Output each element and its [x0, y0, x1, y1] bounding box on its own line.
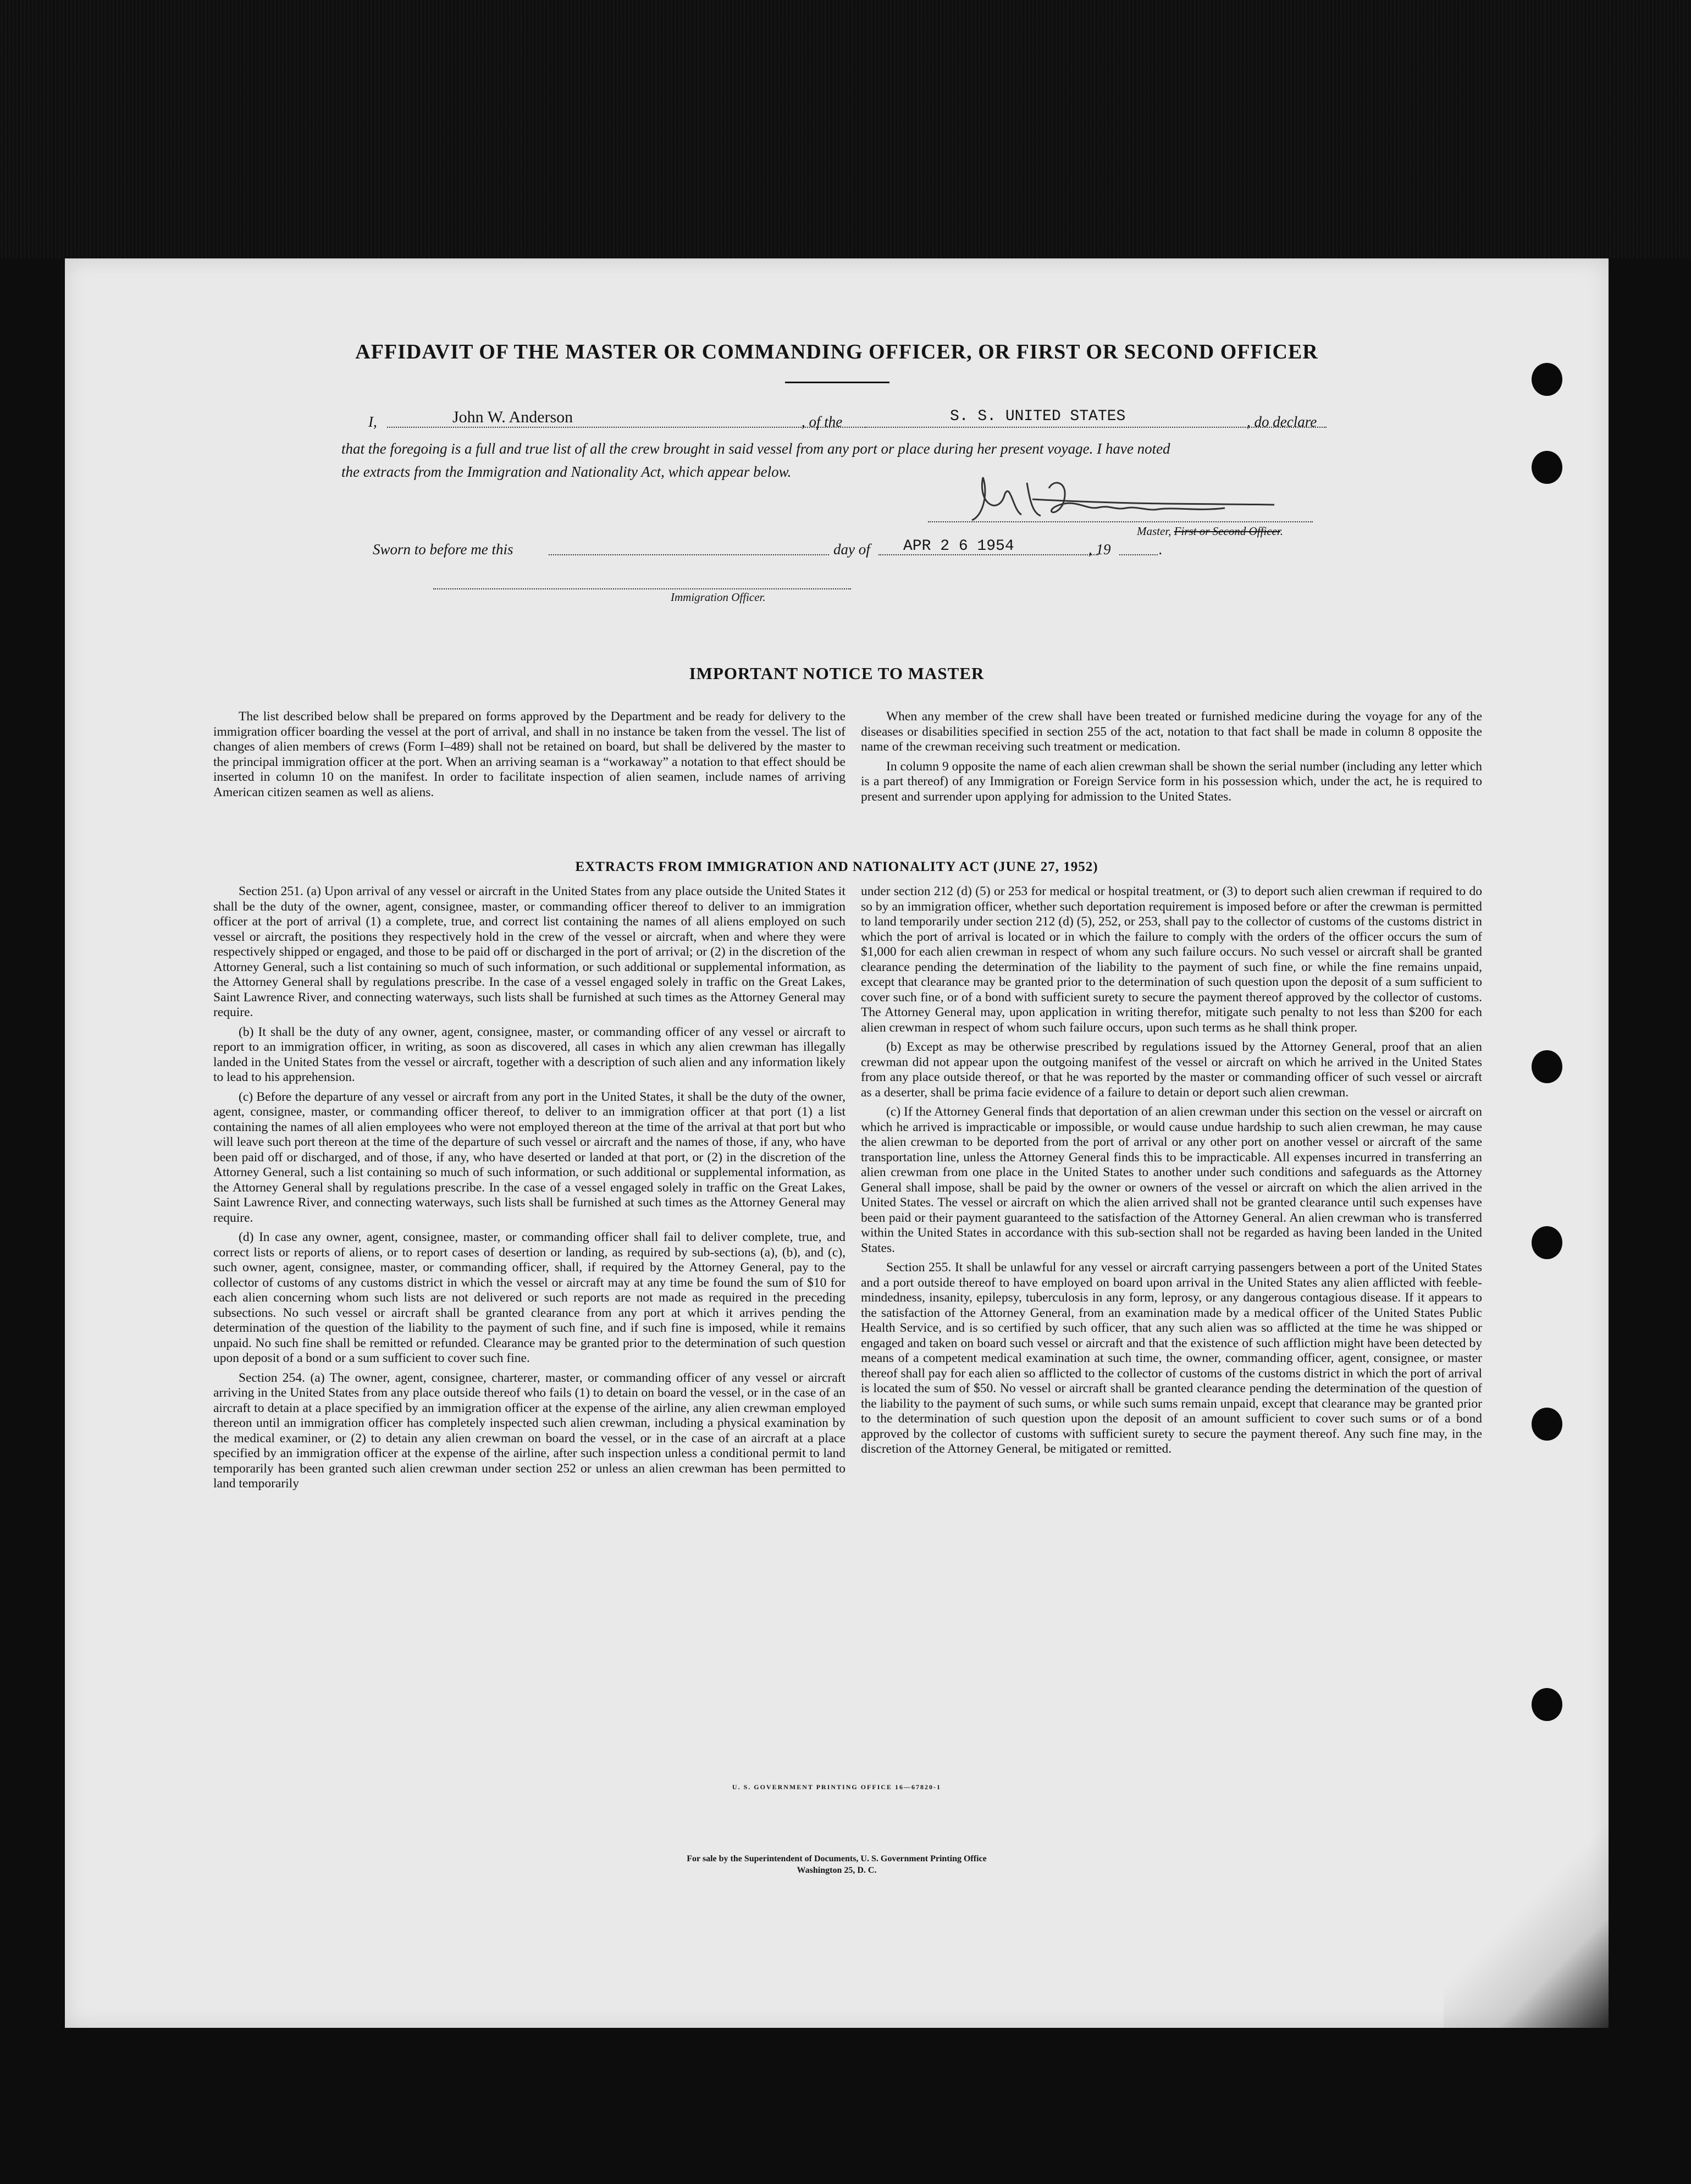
punch-hole — [1532, 1408, 1562, 1441]
notice-paragraph: In column 9 opposite the name of each alien crewman shall be shown the serial number (including any letter which is a part thereof) of any Immigration or Foreign Service form in his possession which, under the act, he is required to present and surrender upon applying for admission to the United States. — [861, 759, 1482, 804]
section-paragraph: (c) Before the departure of any vessel or aircraft from any port in the United States, it shall be the duty of the owner, agent, consignee, master, or commanding officer thereof, to deliver to an immigration officer at that port (1) a list containing the names of all alien employees who were not employed thereon at the time of the arrival at that port but who will leave such port thereon at the time of the departure of such vessel or aircraft and the names of those, if any, who have been paid off or discharged, and of those, if any, who have deserted or landed at that port, or (2) in the discretion of the Attorney General, such a list containing so much of such information, or such additional or supplemental information, as the Attorney General shall by regulations prescribe. In the case of a vessel engaged solely in traffic on the Great Lakes, Saint Lawrence River, and connecting waterways, such lists shall be furnished at such times as the Attorney General may require. — [213, 1089, 845, 1225]
date-stamp[interactable]: APR 2 6 1954 — [903, 538, 1014, 555]
section-paragraph: Section 251. (a) Upon arrival of any vessel or aircraft in the United States from any place outside the United States it shall be the duty of the owner, agent, consignee, master, or commanding officer thereof to deliver to an immigration officer at the port of arrival (1) a complete, true, and correct list containing the names of all aliens employed on such vessel or aircraft, the positions they respectively hold in the crew of the vessel or aircraft, when and where they were respectively shipped or engaged, and those to be paid off or discharged in the port of arrival; or (2) in the discretion of the Attorney General, such a list containing so much of such information, or such additional or supplemental information, as the Attorney General shall by regulations prescribe. In the case of a vessel engaged solely in traffic on the Great Lakes, Saint Lawrence River, and connecting waterways, such lists shall be furnished at such times as the Attorney General may require. — [213, 884, 845, 1019]
punch-hole — [1532, 1688, 1562, 1721]
section-paragraph: (b) Except as may be otherwise prescribed by regulations issued by the Attorney General, proof that an alien crewman did not appear upon the outgoing manifest of the vessel or aircraft on which he arrived in the United States from any place outside thereof, or that he was reported by the master or commanding officer of such vessel or aircraft as a deserter, shall be prima facie evidence of a failure to detain or deport such alien crewman. — [861, 1040, 1482, 1100]
master-name[interactable]: John W. Anderson — [452, 408, 573, 426]
title-rule — [785, 382, 889, 383]
year-prefix: , 19 — [1088, 541, 1111, 558]
extracts-left-column — [213, 884, 845, 1496]
section-paragraph: (b) It shall be the duty of any owner, agent, consignee, master, or commanding officer of any vessel or aircraft to report to an immigration officer, in writing, as soon as discovered, all cases in which any alien crewman has illegally landed in the United States from the vessel or aircraft, together with a description of such alien and any information likely to lead to his apprehension. — [213, 1024, 845, 1084]
section-paragraph: (c) If the Attorney General finds that deportation of an alien crewman under this section on the vessel or aircraft on which he arrived is impracticable or impossible, or would cause undue hardship to such alien crewman, he may cause the alien crewman to be deported from the port of arrival or any other port on another vessel or aircraft of the same transportation line, unless the Attorney General finds this to be impracticable. All expenses incurred in transferring an alien crewman from one place in the United States to another under such conditions and safeguards as the Attorney General shall impose, shall be paid by the owner or owners of the vessel or aircraft on which the alien arrived in the United States. The vessel or aircraft on which the alien arrived shall not be granted clearance until such expenses have been paid or their payment guaranteed to the satisfaction of the Attorney General. An alien crewman who is transferred within the United States in accordance with this sub-section shall not be regarded as having been landed in the United States. — [861, 1105, 1482, 1255]
scan-background — [0, 0, 1691, 258]
punch-hole — [1532, 1050, 1562, 1083]
section-paragraph: Section 254. (a) The owner, agent, consignee, charterer, master, or commanding officer of any vessel or aircraft arriving in the United States from any place outside thereof who fails (1) to detain on board the vessel, or in the case of an aircraft to detain at a place specified by an immigration officer at the expense of the airline, any alien crewman employed thereon until an immigration officer has completely inspected such alien crewman, including a physical examination by the medical examiner, or (2) to detain any alien crewman on board the vessel, or in the case of an aircraft at a place specified by an immigration officer at the expense of the airline, after such inspection unless a conditional permit to land temporarily has been granted such alien crewman under section 252 or unless an alien crewman has been permitted to land temporarily — [213, 1370, 845, 1491]
master-label-struck: First or Second Officer — [1174, 525, 1280, 538]
officer-label: Immigration Officer. — [671, 591, 766, 604]
sworn-label: Sworn to before me this — [373, 541, 513, 558]
notice-title: IMPORTANT NOTICE TO MASTER — [689, 664, 985, 683]
sworn-day-line — [549, 554, 829, 555]
of-the-label: , of the — [802, 413, 843, 430]
master-label-end: . — [1280, 525, 1283, 538]
punch-hole — [1532, 363, 1562, 396]
name-line — [387, 427, 865, 428]
year-line — [1119, 554, 1158, 555]
sale-line-1: For sale by the Superintendent of Documents, U. S. Government Printing Office — [687, 1854, 987, 1863]
master-label — [1137, 525, 1283, 538]
sale-notice — [65, 1853, 1609, 1876]
page-corner-curl — [1444, 1819, 1609, 2028]
prefix-i: I, — [368, 413, 377, 430]
day-of-label: day of — [833, 541, 870, 558]
affidavit-title: AFFIDAVIT OF THE MASTER OR COMMANDING OFFICER, OR FIRST OR SECOND OFFICER — [355, 340, 1318, 363]
extracts-title: EXTRACTS FROM IMMIGRATION AND NATIONALITY ACT (JUNE 27, 1952) — [575, 859, 1098, 874]
printing-office-code: U. S. GOVERNMENT PRINTING OFFICE 16—67820-1 — [732, 1783, 942, 1791]
section-paragraph: under section 212 (d) (5) or 253 for medical or hospital treatment, or (3) to deport such alien crewman if required to do so by an immigration officer, whether such deportation requirement is imposed before or after the crewman is permitted to land temporarily under section 212 (d) (5), 252, or 253, shall pay to the collector of customs of the customs district in which the port of arrival is located or in which the failure to comply with the orders of the officer occurs the sum of $1,000 for each alien crewman in respect of whom any such failure occurs. No such vessel or aircraft shall be granted clearance pending the determination of the liability to the payment of such fine, or while the fine remains unpaid, except that clearance may be granted prior to the determination of such question upon the deposit of a sum sufficient to cover such fine, or of a bond with sufficient surety to secure the payment thereof approved by the collector of customs. The Attorney General may, upon application in writing therefor, mitigate such penalty to not less than $200 for each alien crewman in respect of whom such failure occurs, upon such terms as he shall think proper. — [861, 884, 1482, 1035]
statement-line-1: that the foregoing is a full and true list of all the crew brought in said vessel from any port or place during her present voyage. I have noted — [341, 440, 1170, 457]
extracts-right-column — [861, 884, 1482, 1461]
sale-line-2: Washington 25, D. C. — [797, 1866, 877, 1875]
notice-right-column — [861, 709, 1482, 809]
punch-hole — [1532, 451, 1562, 484]
punch-hole — [1532, 1226, 1562, 1259]
officer-line — [433, 588, 851, 589]
vessel-name[interactable]: S. S. UNITED STATES — [950, 408, 1126, 425]
year-end: . — [1159, 541, 1163, 558]
do-declare-label: , do declare — [1247, 413, 1317, 430]
notice-paragraph: When any member of the crew shall have been treated or furnished medicine during the voyage for any of the diseases or disabilities specified in section 255 of the act, notation to that fact shall be made in column 8 opposite the name of the crewman receiving such treatment or medication. — [861, 709, 1482, 754]
form-page — [65, 258, 1609, 2028]
statement-line-2: the extracts from the Immigration and Nationality Act, which appear below. — [341, 464, 792, 480]
section-paragraph: (d) In case any owner, agent, consignee, master, or commanding officer shall fail to deliver complete, true, and correct lists or reports of aliens, or to report cases of desertion or landing, as required by sub-sections (a), (b), and (c), such owner, agent, consignee, master, or commanding officer, shall, if required by the Attorney General, pay to the collector of customs of any customs district in which the vessel or aircraft may at any time be found the sum of $10 for each alien concerning whom such lists are not delivered or such reports are not made as required in the preceding subsections. No such vessel or aircraft shall be granted clearance from any port at which it arrives pending the determination of the question of the liability to the payment of such fine, and if such fine is imposed, while it remains unpaid. No such fine shall be remitted or refunded. Clearance may be granted prior to the determination of such question upon deposit of a bond or a sum sufficient to cover such fine. — [213, 1230, 845, 1365]
notice-left-column — [213, 709, 845, 804]
signature-line — [928, 521, 1313, 522]
master-signature — [966, 472, 1285, 532]
notice-paragraph: The list described below shall be prepared on forms approved by the Department and be ready for delivery to the immigration officer boarding the vessel at the port of arrival, and shall in no instance be taken from the vessel. The list of changes of alien members of crews (Form I–489) shall not be retained on board, but shall be delivered by the master to the principal immigration officer at the port. When an arriving seaman is a “workaway” a notation to that effect should be inserted in column 10 on the manifest. In order to facilitate inspection of alien seamen, include names of arriving American citizen seamen as well as aliens. — [213, 709, 845, 799]
section-paragraph: Section 255. It shall be unlawful for any vessel or aircraft carrying passengers between a port of the United States and a port outside thereof to have employed on board upon arrival in the United States any alien afflicted with feeble-mindedness, insanity, epilepsy, tuberculosis in any form, leprosy, or any dangerous contagious disease. If it appears to the satisfaction of the Attorney General, from an examination made by a medical officer of the United States Public Health Service, and is so certified by such officer, that any such alien was so afflicted at the time he was shipped or engaged and taken on board such vessel or aircraft and that the existence of such affliction might have been detected by means of a competent medical examination at such time, the owner, commanding officer, agent, consignee, or master thereof shall pay for each alien so afflicted to the collector of customs of the customs district in which the port of arrival is located the sum of $50. No vessel or aircraft shall be granted clearance pending the determination of the question of the liability to the payment of such sums, or while such sums remain unpaid, except that clearance may be granted prior to the determination of such question upon the deposit of an amount sufficient to cover such sums or of a bond approved by the collector of customs with sufficient surety to secure the payment thereof. Any such fine may, in the discretion of the Attorney General, be mitigated or remitted. — [861, 1260, 1482, 1456]
master-label-plain: Master, — [1137, 525, 1174, 538]
